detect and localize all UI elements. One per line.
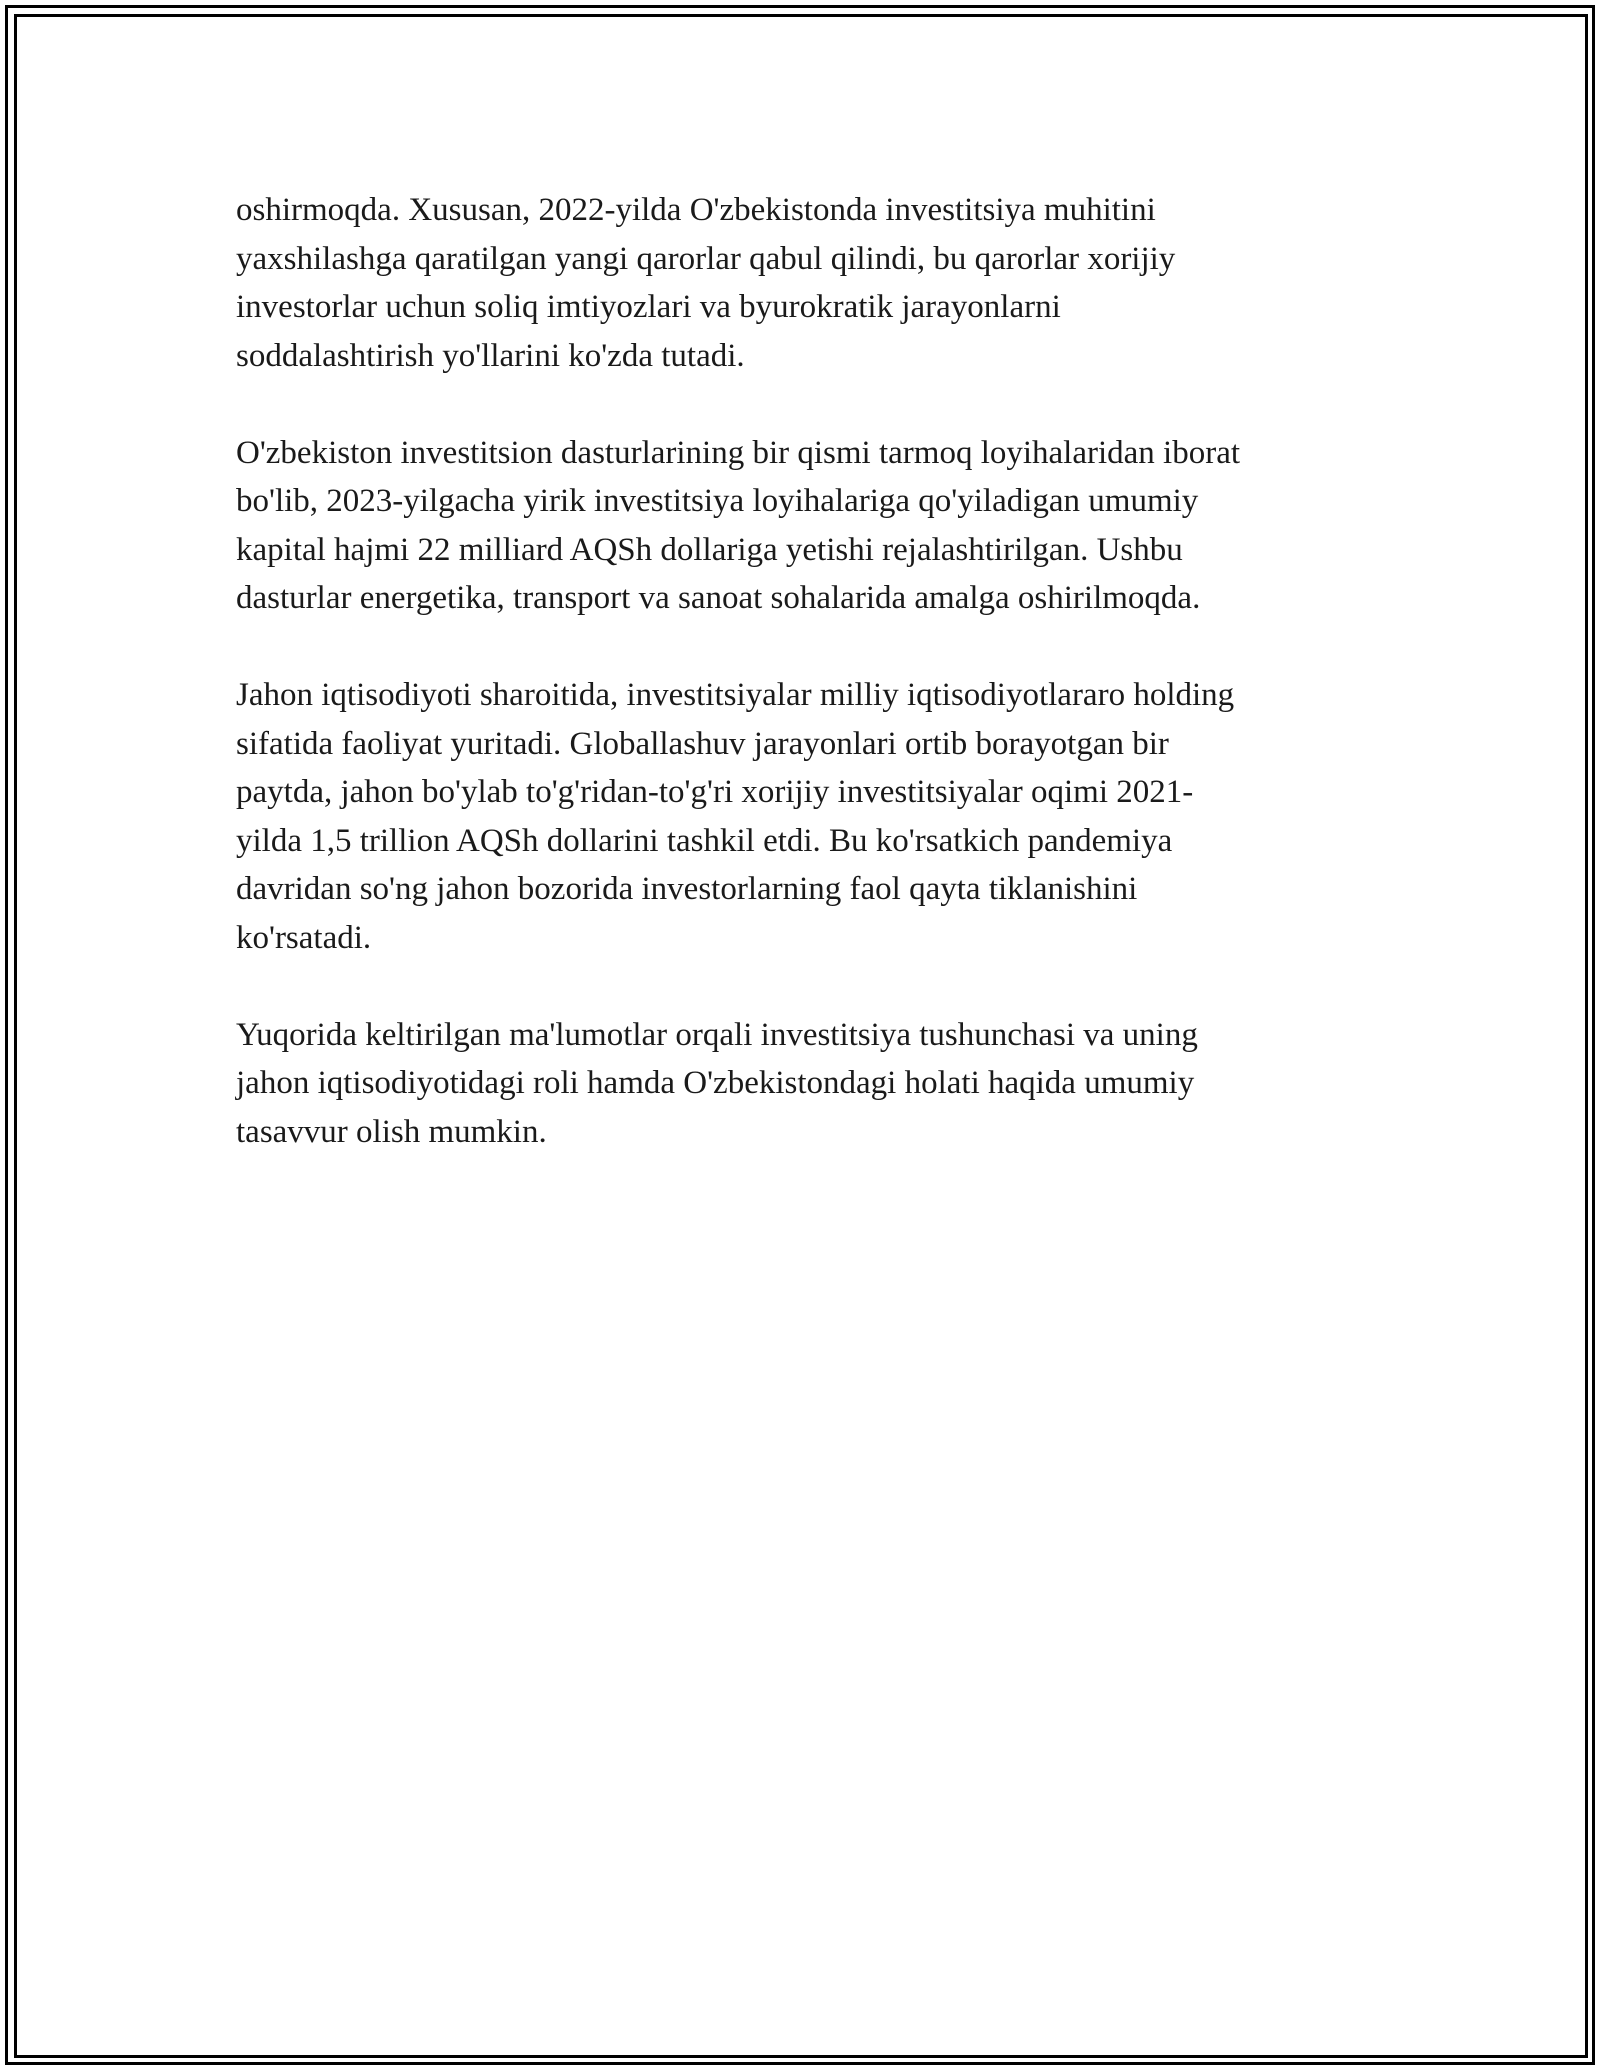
- paragraph-2: O'zbekiston investitsion dasturlarining bir qismi tarmoq loyihalaridan iborat bo'lib, 2023-yilgacha yirik investitsiya loyihalariga qo'yiladigan umumiy kapital hajmi 22 milliard AQSh dollariga yetishi rejalashtirilgan. Ushbu dasturlar energetika, transport va sanoat sohalarida amalga oshirilmoqda.: [236, 434, 1241, 616]
- paragraph-1: oshirmoqda. Xususan, 2022-yilda O'zbekistonda investitsiya muhitini yaxshilashga qaratilgan yangi qarorlar qabul qilindi, bu qarorlar xorijiy investorlar uchun soliq imtiyozlari va byurokratik jarayonlarni soddalashtirish yo'llarini ko'zda tutadi.: [236, 192, 1176, 374]
- document-body: [236, 186, 1376, 1205]
- paragraph-3: Jahon iqtisodiyoti sharoitida, investitsiyalar milliy iqtisodiyotlararo holding sifatida faoliyat yuritadi. Globallashuv jarayonlari ortib borayotgan bir paytda, jahon bo'ylab to'g'ridan-to'g'ri xorijiy investitsiyalar oqimi 2021- yilda 1,5 trillion AQSh dollarini tashkil etdi. Bu ko'rsatkich pandemiya davridan so'ng jahon bozorida investorlarning faol qayta tiklanishini ko'rsatadi.: [236, 677, 1235, 956]
- paragraph-4: Yuqorida keltirilgan ma'lumotlar orqali investitsiya tushunchasi va uning jahon iqtisodiyotidagi roli hamda O'zbekistondagi holati haqida umumiy tasavvur olish mumkin.: [236, 1016, 1198, 1150]
